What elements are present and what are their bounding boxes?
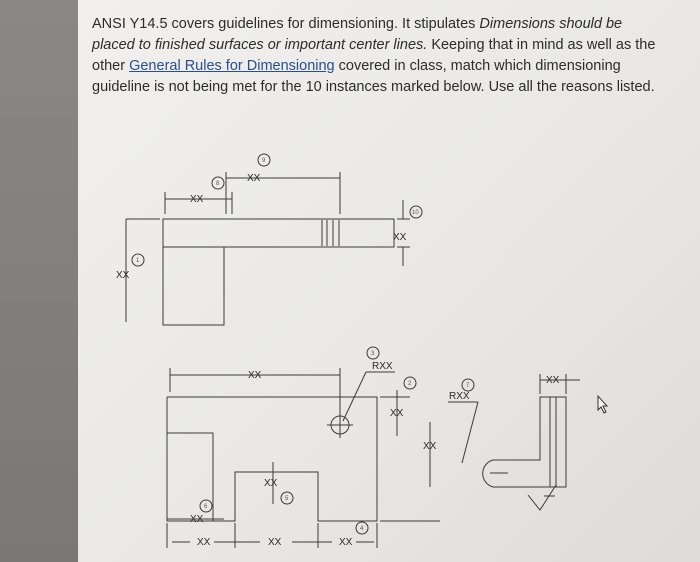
dimension-value-1: XX <box>116 270 130 281</box>
instructions-italic-rule: Dimensions should be placed to finished surfaces or important center lines. <box>92 16 623 53</box>
callout-number-7: 7 <box>466 383 470 389</box>
dimension-value-bottom-2: XX <box>268 537 282 548</box>
dimension-line-3 <box>343 347 395 421</box>
surface-finish-symbol <box>528 485 556 510</box>
dimension-line-1 <box>126 219 160 322</box>
instructions-part-3: Keeping that in mind as well as the other <box>92 37 656 74</box>
instructions-part-1: ANSI Y14.5 covers guidelines for dimensioning. It stipulates <box>92 16 480 32</box>
callout-number-5: 5 <box>285 496 289 502</box>
dimension-line-total-height <box>380 422 440 521</box>
dimension-line-9 <box>226 154 340 214</box>
dimension-value-overall-width: XX <box>248 370 262 381</box>
general-rules-link[interactable]: General Rules for Dimensioning <box>129 58 335 74</box>
callout-number-2: 2 <box>408 381 412 387</box>
dimension-value-8: XX <box>190 194 204 205</box>
callout-number-1: 1 <box>136 258 140 264</box>
callout-number-6: 6 <box>204 504 208 510</box>
callout-number-10: 10 <box>412 210 419 216</box>
dimension-value-bottom-1: XX <box>197 537 211 548</box>
dimension-value-7: RXX <box>449 391 470 402</box>
callout-number-3: 3 <box>371 351 375 357</box>
instructions-part-4: covered in class, match which dimensioning guideline is not being met for the 10 instances marked below. Use all the reasons listed. <box>92 58 655 95</box>
dimension-value-side-width: XX <box>546 375 560 386</box>
dimension-value-2: XX <box>390 408 404 419</box>
dimension-value-5: XX <box>264 478 278 489</box>
dimension-value-3: RXX <box>372 361 393 372</box>
dimension-value-9: XX <box>247 173 261 184</box>
dimension-value-bottom-3: XX <box>339 537 353 548</box>
callout-number-8: 8 <box>216 181 220 187</box>
side-part-outline <box>483 397 566 487</box>
dimension-value-total-height: XX <box>423 441 437 452</box>
dimension-value-10: XX <box>393 232 407 243</box>
dimension-value-6: XX <box>190 514 204 525</box>
callout-number-9: 9 <box>262 158 266 164</box>
callout-number-4: 4 <box>360 526 364 532</box>
top-part-outline <box>163 219 394 325</box>
mouse-cursor <box>598 396 607 413</box>
